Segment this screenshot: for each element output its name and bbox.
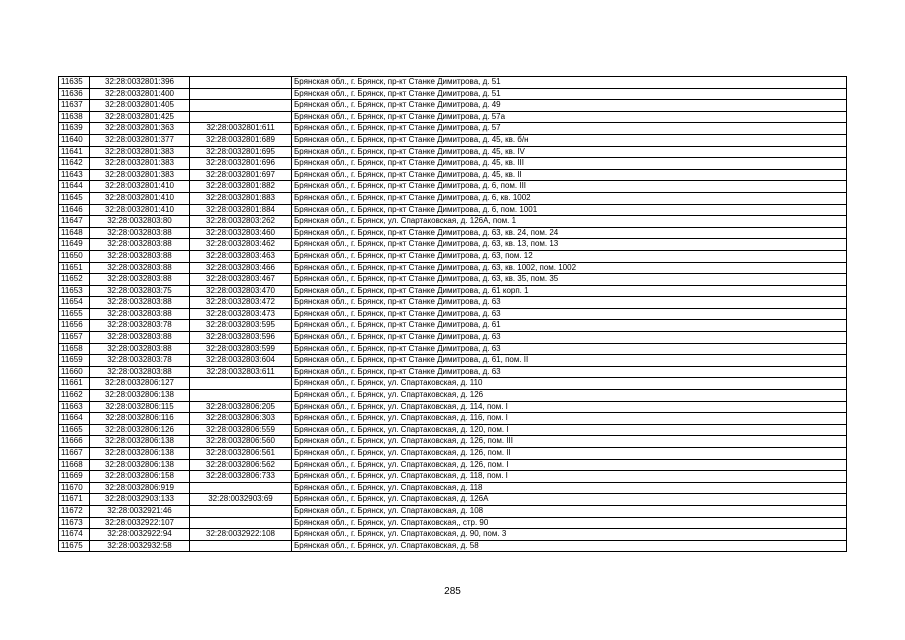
address-cell: Брянская обл., г. Брянск, пр-кт Станке Димитрова, д. 6, пом. 1001 [292,204,847,216]
cadastral-number-cell: 32:28:0032801:425 [90,111,190,123]
row-number-cell: 11667 [59,448,90,460]
related-cadastral-number-cell [190,390,292,402]
related-cadastral-number-cell: 32:28:0032803:466 [190,262,292,274]
table-row [59,169,847,181]
row-number-cell: 11671 [59,494,90,506]
address-cell: Брянская обл., г. Брянск, пр-кт Станке Димитрова, д. 6, кв. 1002 [292,192,847,204]
cadastral-number-cell: 32:28:0032801:410 [90,192,190,204]
address-cell: Брянская обл., г. Брянск, пр-кт Станке Димитрова, д. 61 [292,320,847,332]
address-cell: Брянская обл., г. Брянск, пр-кт Станке Димитрова, д. 63, пом. 12 [292,250,847,262]
row-number-cell: 11666 [59,436,90,448]
address-cell: Брянская обл., г. Брянск, пр-кт Станке Димитрова, д. 61 корп. 1 [292,285,847,297]
address-cell: Брянская обл., г. Брянск, пр-кт Станке Димитрова, д. 51 [292,77,847,89]
table-row [59,111,847,123]
row-number-cell: 11669 [59,471,90,483]
row-number-cell: 11639 [59,123,90,135]
table-row [59,505,847,517]
related-cadastral-number-cell: 32:28:0032806:559 [190,424,292,436]
table-row [59,297,847,309]
cadastral-number-cell: 32:28:0032806:138 [90,459,190,471]
related-cadastral-number-cell: 32:28:0032803:473 [190,308,292,320]
row-number-cell: 11635 [59,77,90,89]
table-row [59,123,847,135]
row-number-cell: 11659 [59,355,90,367]
registry-table [58,76,847,552]
row-number-cell: 11647 [59,216,90,228]
address-cell: Брянская обл., г. Брянск, пр-кт Станке Димитрова, д. 61, пом. II [292,355,847,367]
row-number-cell: 11644 [59,181,90,193]
cadastral-number-cell: 32:28:0032801:383 [90,146,190,158]
registry-table-body [59,77,847,552]
related-cadastral-number-cell [190,378,292,390]
row-number-cell: 11674 [59,529,90,541]
cadastral-number-cell: 32:28:0032803:88 [90,308,190,320]
related-cadastral-number-cell: 32:28:0032803:599 [190,343,292,355]
row-number-cell: 11660 [59,366,90,378]
address-cell: Брянская обл., г. Брянск, пр-кт Станке Димитрова, д. 57а [292,111,847,123]
row-number-cell: 11672 [59,505,90,517]
table-row [59,471,847,483]
row-number-cell: 11638 [59,111,90,123]
related-cadastral-number-cell [190,111,292,123]
row-number-cell: 11658 [59,343,90,355]
table-row [59,390,847,402]
table-row [59,343,847,355]
table-row [59,436,847,448]
address-cell: Брянская обл., г. Брянск, ул. Спартаковская, д. 118, пом. I [292,471,847,483]
row-number-cell: 11653 [59,285,90,297]
address-cell: Брянская обл., г. Брянск, пр-кт Станке Димитрова, д. 45, кв. IV [292,146,847,158]
address-cell: Брянская обл., г. Брянск, пр-кт Станке Димитрова, д. 49 [292,100,847,112]
address-cell: Брянская обл., г. Брянск, пр-кт Станке Димитрова, д. 63 [292,297,847,309]
related-cadastral-number-cell: 32:28:0032803:467 [190,274,292,286]
table-row [59,332,847,344]
row-number-cell: 11675 [59,540,90,552]
cadastral-number-cell: 32:28:0032803:75 [90,285,190,297]
row-number-cell: 11654 [59,297,90,309]
table-row [59,274,847,286]
cadastral-number-cell: 32:28:0032806:138 [90,448,190,460]
related-cadastral-number-cell: 32:28:0032803:460 [190,227,292,239]
table-row [59,181,847,193]
address-cell: Брянская обл., г. Брянск, ул. Спартаковская, д. 114, пом. I [292,401,847,413]
row-number-cell: 11663 [59,401,90,413]
address-cell: Брянская обл., г. Брянск, ул. Спартаковская, д. 108 [292,505,847,517]
address-cell: Брянская обл., г. Брянск, ул. Спартаковская, д. 126, пом. II [292,448,847,460]
table-row [59,88,847,100]
cadastral-number-cell: 32:28:0032801:410 [90,181,190,193]
address-cell: Брянская обл., г. Брянск, ул. Спартаковская, д. 116, пом. I [292,413,847,425]
row-number-cell: 11649 [59,239,90,251]
related-cadastral-number-cell: 32:28:0032801:696 [190,158,292,170]
cadastral-number-cell: 32:28:0032803:88 [90,343,190,355]
cadastral-number-cell: 32:28:0032806:126 [90,424,190,436]
related-cadastral-number-cell [190,100,292,112]
address-cell: Брянская обл., г. Брянск, пр-кт Станке Димитрова, д. 45, кв. II [292,169,847,181]
address-cell: Брянская обл., г. Брянск, пр-кт Станке Димитрова, д. 45, кв. б/н [292,134,847,146]
related-cadastral-number-cell [190,482,292,494]
cadastral-number-cell: 32:28:0032801:396 [90,77,190,89]
row-number-cell: 11636 [59,88,90,100]
table-row [59,529,847,541]
address-cell: Брянская обл., г. Брянск, пр-кт Станке Димитрова, д. 63, кв. 24, пом. 24 [292,227,847,239]
address-cell: Брянская обл., г. Брянск, пр-кт Станке Димитрова, д. 6, пом. III [292,181,847,193]
table-row [59,216,847,228]
address-cell: Брянская обл., г. Брянск, пр-кт Станке Димитрова, д. 63 [292,366,847,378]
cadastral-number-cell: 32:28:0032801:383 [90,158,190,170]
address-cell: Брянская обл., г. Брянск, пр-кт Станке Димитрова, д. 63 [292,332,847,344]
table-row [59,494,847,506]
related-cadastral-number-cell: 32:28:0032803:470 [190,285,292,297]
row-number-cell: 11661 [59,378,90,390]
address-cell: Брянская обл., г. Брянск, пр-кт Станке Димитрова, д. 63, кв. 13, пом. 13 [292,239,847,251]
related-cadastral-number-cell: 32:28:0032806:733 [190,471,292,483]
cadastral-number-cell: 32:28:0032803:88 [90,332,190,344]
cadastral-number-cell: 32:28:0032806:158 [90,471,190,483]
table-row [59,448,847,460]
cadastral-number-cell: 32:28:0032801:383 [90,169,190,181]
cadastral-number-cell: 32:28:0032803:88 [90,262,190,274]
related-cadastral-number-cell: 32:28:0032806:303 [190,413,292,425]
table-row [59,355,847,367]
related-cadastral-number-cell [190,517,292,529]
cadastral-number-cell: 32:28:0032932:58 [90,540,190,552]
row-number-cell: 11648 [59,227,90,239]
table-row [59,239,847,251]
address-cell: Брянская обл., г. Брянск, ул. Спартаковская, д. 110 [292,378,847,390]
cadastral-number-cell: 32:28:0032801:377 [90,134,190,146]
cadastral-number-cell: 32:28:0032803:88 [90,227,190,239]
related-cadastral-number-cell [190,540,292,552]
table-row [59,482,847,494]
address-cell: Брянская обл., г. Брянск, пр-кт Станке Димитрова, д. 63 [292,343,847,355]
related-cadastral-number-cell: 32:28:0032803:262 [190,216,292,228]
cadastral-number-cell: 32:28:0032903:133 [90,494,190,506]
table-row [59,192,847,204]
cadastral-number-cell: 32:28:0032806:919 [90,482,190,494]
related-cadastral-number-cell: 32:28:0032806:562 [190,459,292,471]
row-number-cell: 11656 [59,320,90,332]
row-number-cell: 11664 [59,413,90,425]
table-row [59,227,847,239]
address-cell: Брянская обл., г. Брянск, ул. Спартаковская, д. 118 [292,482,847,494]
row-number-cell: 11646 [59,204,90,216]
cadastral-number-cell: 32:28:0032803:88 [90,366,190,378]
related-cadastral-number-cell: 32:28:0032801:883 [190,192,292,204]
address-cell: Брянская обл., г. Брянск, ул. Спартаковская, д. 126А, пом. 1 [292,216,847,228]
table-row [59,100,847,112]
table-row [59,204,847,216]
related-cadastral-number-cell: 32:28:0032801:697 [190,169,292,181]
row-number-cell: 11662 [59,390,90,402]
cadastral-number-cell: 32:28:0032803:80 [90,216,190,228]
related-cadastral-number-cell: 32:28:0032801:882 [190,181,292,193]
address-cell: Брянская обл., г. Брянск, пр-кт Станке Димитрова, д. 63, кв. 35, пом. 35 [292,274,847,286]
address-cell: Брянская обл., г. Брянск, пр-кт Станке Димитрова, д. 63, кв. 1002, пом. 1002 [292,262,847,274]
table-row [59,77,847,89]
related-cadastral-number-cell: 32:28:0032801:689 [190,134,292,146]
related-cadastral-number-cell: 32:28:0032922:108 [190,529,292,541]
row-number-cell: 11641 [59,146,90,158]
address-cell: Брянская обл., г. Брянск, ул. Спартаковская, д. 90, пом. 3 [292,529,847,541]
related-cadastral-number-cell: 32:28:0032803:472 [190,297,292,309]
cadastral-number-cell: 32:28:0032801:405 [90,100,190,112]
table-row [59,320,847,332]
cadastral-number-cell: 32:28:0032922:94 [90,529,190,541]
related-cadastral-number-cell: 32:28:0032803:604 [190,355,292,367]
row-number-cell: 11652 [59,274,90,286]
address-cell: Брянская обл., г. Брянск, ул. Спартаковская, д. 126А [292,494,847,506]
related-cadastral-number-cell: 32:28:0032801:611 [190,123,292,135]
page-number: 285 [444,586,461,597]
related-cadastral-number-cell: 32:28:0032803:462 [190,239,292,251]
table-row [59,378,847,390]
table-row [59,413,847,425]
cadastral-number-cell: 32:28:0032803:78 [90,320,190,332]
row-number-cell: 11655 [59,308,90,320]
cadastral-number-cell: 32:28:0032801:400 [90,88,190,100]
address-cell: Брянская обл., г. Брянск, пр-кт Станке Димитрова, д. 57 [292,123,847,135]
address-cell: Брянская обл., г. Брянск, пр-кт Станке Димитрова, д. 51 [292,88,847,100]
row-number-cell: 11642 [59,158,90,170]
row-number-cell: 11645 [59,192,90,204]
cadastral-number-cell: 32:28:0032803:88 [90,274,190,286]
row-number-cell: 11650 [59,250,90,262]
table-row [59,459,847,471]
related-cadastral-number-cell: 32:28:0032803:596 [190,332,292,344]
row-number-cell: 11651 [59,262,90,274]
related-cadastral-number-cell: 32:28:0032801:884 [190,204,292,216]
cadastral-number-cell: 32:28:0032803:88 [90,250,190,262]
row-number-cell: 11640 [59,134,90,146]
cadastral-number-cell: 32:28:0032806:138 [90,390,190,402]
cadastral-number-cell: 32:28:0032922:107 [90,517,190,529]
table-row [59,134,847,146]
cadastral-number-cell: 32:28:0032803:78 [90,355,190,367]
row-number-cell: 11668 [59,459,90,471]
related-cadastral-number-cell: 32:28:0032803:595 [190,320,292,332]
cadastral-number-cell: 32:28:0032806:138 [90,436,190,448]
related-cadastral-number-cell: 32:28:0032801:695 [190,146,292,158]
table-row [59,308,847,320]
cadastral-number-cell: 32:28:0032806:116 [90,413,190,425]
table-row [59,250,847,262]
table-row [59,366,847,378]
address-cell: Брянская обл., г. Брянск, ул. Спартаковская, д. 126, пом. I [292,459,847,471]
related-cadastral-number-cell [190,77,292,89]
cadastral-number-cell: 32:28:0032921:46 [90,505,190,517]
related-cadastral-number-cell: 32:28:0032806:561 [190,448,292,460]
row-number-cell: 11643 [59,169,90,181]
address-cell: Брянская обл., г. Брянск, ул. Спартаковская, д. 126 [292,390,847,402]
related-cadastral-number-cell: 32:28:0032806:560 [190,436,292,448]
cadastral-number-cell: 32:28:0032803:88 [90,239,190,251]
related-cadastral-number-cell: 32:28:0032806:205 [190,401,292,413]
related-cadastral-number-cell: 32:28:0032803:463 [190,250,292,262]
table-row [59,401,847,413]
table-row [59,540,847,552]
related-cadastral-number-cell: 32:28:0032903:69 [190,494,292,506]
table-row [59,146,847,158]
table-row [59,262,847,274]
address-cell: Брянская обл., г. Брянск, ул. Спартаковская, д. 126, пом. III [292,436,847,448]
table-row [59,158,847,170]
address-cell: Брянская обл., г. Брянск, пр-кт Станке Димитрова, д. 45, кв. III [292,158,847,170]
row-number-cell: 11665 [59,424,90,436]
row-number-cell: 11673 [59,517,90,529]
table-row [59,517,847,529]
cadastral-number-cell: 32:28:0032806:115 [90,401,190,413]
related-cadastral-number-cell [190,505,292,517]
address-cell: Брянская обл., г. Брянск, ул. Спартаковская, д. 120, пом. I [292,424,847,436]
cadastral-number-cell: 32:28:0032806:127 [90,378,190,390]
cadastral-number-cell: 32:28:0032801:363 [90,123,190,135]
address-cell: Брянская обл., г. Брянск, пр-кт Станке Димитрова, д. 63 [292,308,847,320]
table-row [59,285,847,297]
related-cadastral-number-cell: 32:28:0032803:611 [190,366,292,378]
row-number-cell: 11637 [59,100,90,112]
cadastral-number-cell: 32:28:0032803:88 [90,297,190,309]
table-row [59,424,847,436]
row-number-cell: 11657 [59,332,90,344]
row-number-cell: 11670 [59,482,90,494]
address-cell: Брянская обл., г. Брянск, ул. Спартаковская,, стр. 90 [292,517,847,529]
cadastral-number-cell: 32:28:0032801:410 [90,204,190,216]
address-cell: Брянская обл., г. Брянск, ул. Спартаковская, д. 58 [292,540,847,552]
related-cadastral-number-cell [190,88,292,100]
